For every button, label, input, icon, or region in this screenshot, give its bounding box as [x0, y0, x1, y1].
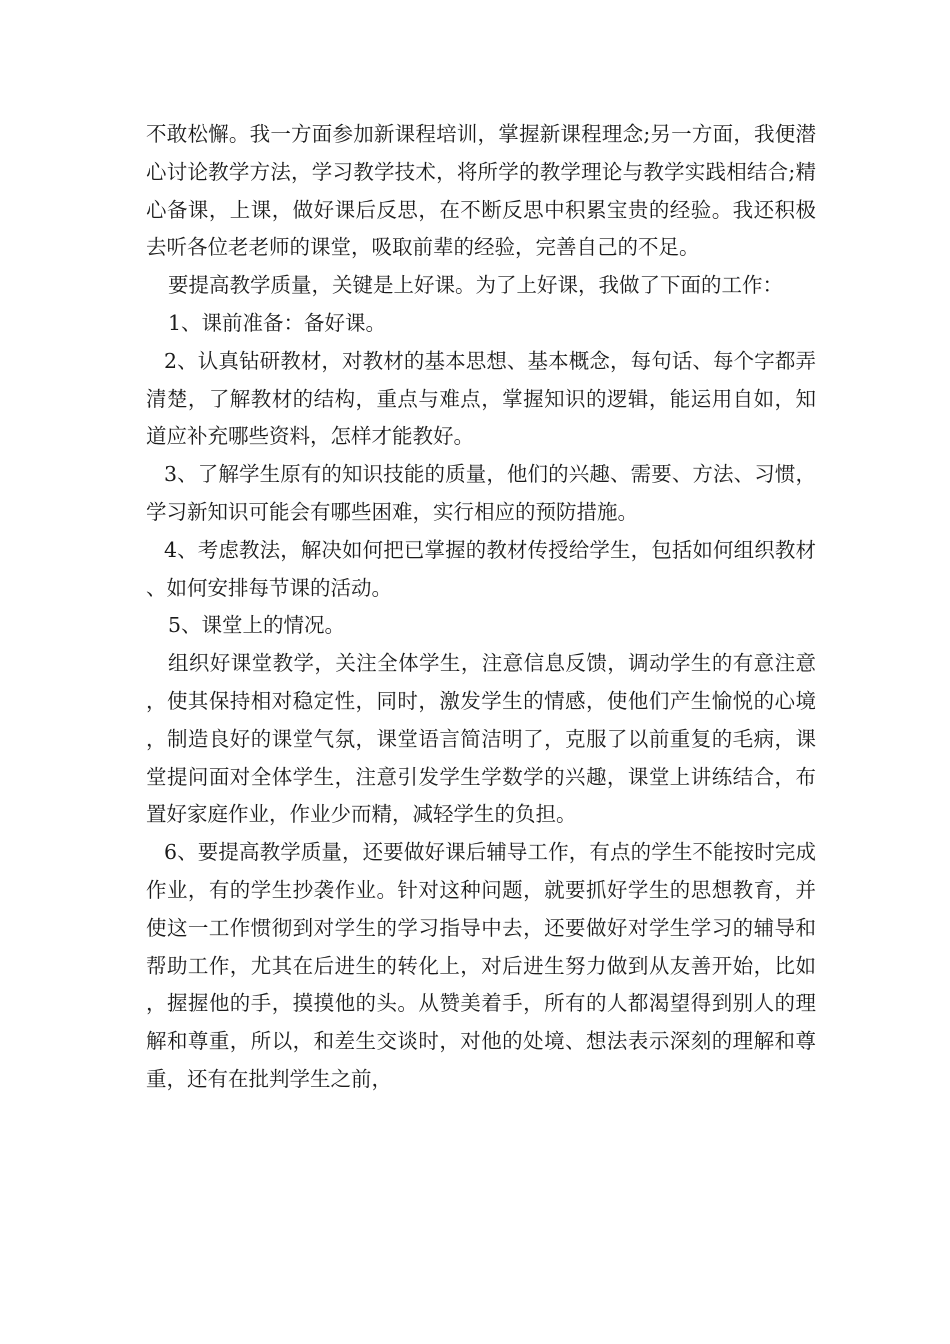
document-body	[146, 116, 816, 1099]
list-item-6: 6、要提高教学质量，还要做好课后辅导工作，有点的学生不能按时完成作业，有的学生抄袭作业。针对这种问题，就要抓好学生的思想教育，并使这一工作惯彻到对学生的学习指导中去，还要做好对学生学习的辅导和帮助工作，尤其在后进生的转化上，对后进生努力做到从友善开始，比如，握握他的手，摸摸他的头。从赞美着手，所有的人都渴望得到别人的理解和尊重，所以，和差生交谈时，对他的处境、想法表示深刻的理解和尊重，还有在批判学生之前，	[146, 840, 816, 1091]
list-item-3: 3、了解学生原有的知识技能的质量，他们的兴趣、需要、方法、习惯，学习新知识可能会有哪些困难，实行相应的预防措施。	[146, 462, 816, 524]
list-item-2: 2、认真钻研教材，对教材的基本思想、基本概念，每句话、每个字都弄清楚，了解教材的结构，重点与难点，掌握知识的逻辑，能运用自如，知道应补充哪些资料，怎样才能教好。	[146, 348, 816, 449]
list-item-5-heading: 5、课堂上的情况。	[168, 613, 346, 638]
paragraph-continuation: 不敢松懈。我一方面参加新课程培训，掌握新课程理念;另一方面，我便潜心讨论教学方法，学习教学技术，将所学的教学理论与教学实践相结合;精心备课，上课，做好课后反思，在不断反思中积累宝贵的经验。我还积极去听各位老老师的课堂，吸取前辈的经验，完善自己的不足。	[146, 122, 816, 260]
paragraph-classroom: 组织好课堂教学，关注全体学生，注意信息反馈，调动学生的有意注意，使其保持相对稳定性，同时，激发学生的情感，使他们产生愉悦的心境，制造良好的课堂气氛，课堂语言简洁明了，克服了以前重复的毛病，课堂提问面对全体学生，注意引发学生学数学的兴趣，课堂上讲练结合，布置好家庭作业，作业少而精，减轻学生的负担。	[146, 651, 816, 827]
list-item-1-heading: 1、课前准备：备好课。	[168, 310, 387, 335]
list-item-4: 4、考虑教法，解决如何把已掌握的教材传授给学生，包括如何组织教材、如何安排每节课的活动。	[146, 537, 816, 600]
paragraph-intro: 要提高教学质量，关键是上好课。为了上好课，我做了下面的工作：	[168, 273, 783, 298]
